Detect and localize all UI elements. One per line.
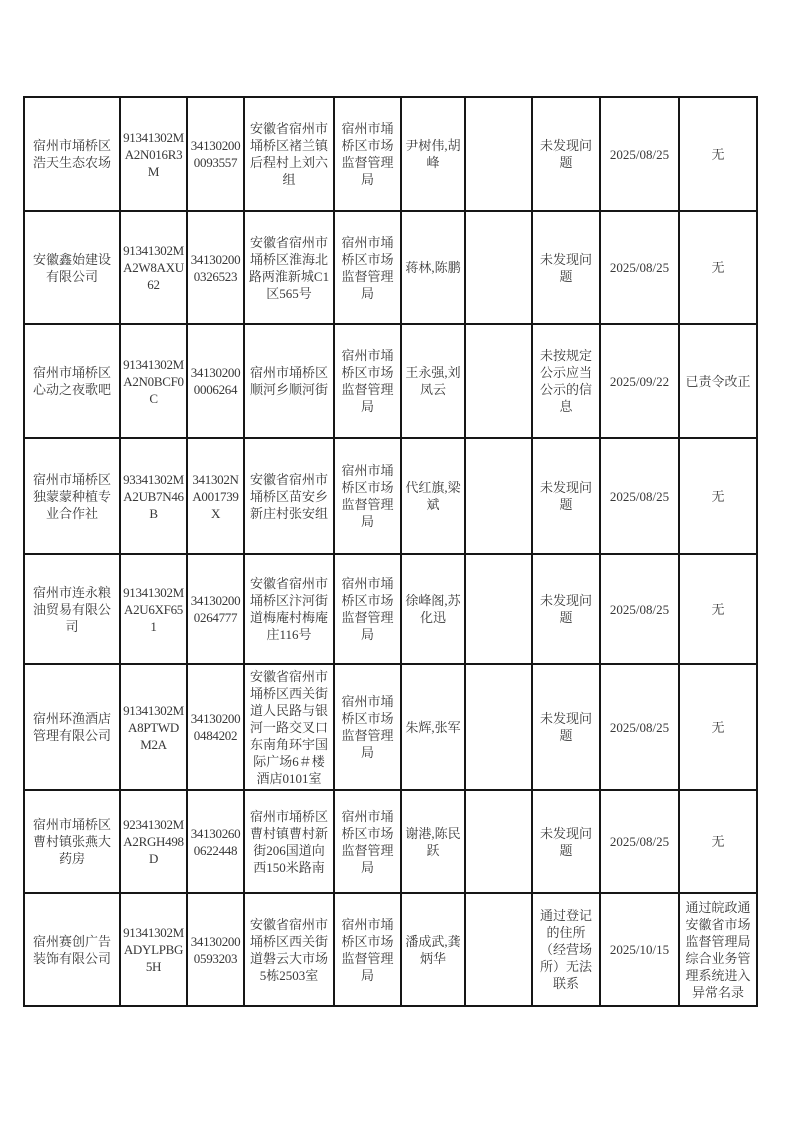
cell-inspectors: 蒋林,陈鹏	[401, 211, 465, 324]
cell-address: 宿州市埇桥区曹村镇曹村新街206国道向西150米路南	[244, 790, 334, 893]
cell-registration-no: 341302000326523	[187, 211, 244, 324]
cell-measures: 无	[679, 790, 757, 893]
cell-result: 未发现问题	[532, 554, 600, 664]
cell-regulator: 宿州市埇桥区市场监督管理局	[334, 554, 401, 664]
cell-credit-code: 91341302MA2N016R3M	[120, 97, 187, 211]
cell-blank	[465, 554, 532, 664]
cell-date: 2025/08/25	[600, 554, 679, 664]
cell-result: 未发现问题	[532, 664, 600, 790]
cell-inspectors: 朱辉,张军	[401, 664, 465, 790]
cell-address: 安徽省宿州市埇桥区淮海北路两淮新城C1区565号	[244, 211, 334, 324]
table-row	[24, 554, 757, 664]
cell-registration-no: 341302000093557	[187, 97, 244, 211]
cell-blank	[465, 664, 532, 790]
cell-regulator: 宿州市埇桥区市场监督管理局	[334, 664, 401, 790]
inspection-results-table	[23, 96, 758, 1007]
cell-credit-code: 92341302MA2RGH498D	[120, 790, 187, 893]
cell-date: 2025/08/25	[600, 97, 679, 211]
table-row	[24, 211, 757, 324]
cell-measures: 已责令改正	[679, 324, 757, 438]
cell-registration-no: 341302NA001739X	[187, 438, 244, 554]
cell-result: 未发现问题	[532, 790, 600, 893]
cell-blank	[465, 438, 532, 554]
cell-measures: 无	[679, 211, 757, 324]
cell-date: 2025/10/15	[600, 893, 679, 1006]
cell-address: 安徽省宿州市埇桥区苗安乡新庄村张安组	[244, 438, 334, 554]
table-row	[24, 438, 757, 554]
cell-result: 未发现问题	[532, 211, 600, 324]
cell-regulator: 宿州市埇桥区市场监督管理局	[334, 438, 401, 554]
cell-blank	[465, 211, 532, 324]
cell-company-name: 宿州市埇桥区曹村镇张燕大药房	[24, 790, 120, 893]
cell-company-name: 宿州赛创广告装饰有限公司	[24, 893, 120, 1006]
cell-blank	[465, 97, 532, 211]
cell-blank	[465, 324, 532, 438]
table-row	[24, 893, 757, 1006]
cell-blank	[465, 790, 532, 893]
cell-regulator: 宿州市埇桥区市场监督管理局	[334, 97, 401, 211]
cell-regulator: 宿州市埇桥区市场监督管理局	[334, 324, 401, 438]
cell-registration-no: 341302000593203	[187, 893, 244, 1006]
cell-credit-code: 91341302MA2W8AXU62	[120, 211, 187, 324]
cell-date: 2025/08/25	[600, 790, 679, 893]
cell-credit-code: 91341302MA2N0BCF0C	[120, 324, 187, 438]
cell-registration-no: 341302000006264	[187, 324, 244, 438]
cell-inspectors: 谢港,陈民跃	[401, 790, 465, 893]
cell-regulator: 宿州市埇桥区市场监督管理局	[334, 893, 401, 1006]
cell-regulator: 宿州市埇桥区市场监督管理局	[334, 790, 401, 893]
cell-inspectors: 尹树伟,胡峰	[401, 97, 465, 211]
cell-credit-code: 91341302MADYLPBG5H	[120, 893, 187, 1006]
cell-date: 2025/08/25	[600, 438, 679, 554]
cell-company-name: 宿州环渔酒店管理有限公司	[24, 664, 120, 790]
cell-address: 安徽省宿州市埇桥区西关街道磐云大市场5栋2503室	[244, 893, 334, 1006]
cell-measures: 无	[679, 97, 757, 211]
cell-address: 安徽省宿州市埇桥区西关街道人民路与银河一路交叉口东南角环宇国际广场6＃楼酒店0101室	[244, 664, 334, 790]
cell-inspectors: 王永强,刘凤云	[401, 324, 465, 438]
cell-inspectors: 代红旗,梁斌	[401, 438, 465, 554]
cell-registration-no: 341302000264777	[187, 554, 244, 664]
cell-inspectors: 徐峰阁,苏化迅	[401, 554, 465, 664]
cell-measures: 无	[679, 664, 757, 790]
cell-company-name: 宿州市埇桥区心动之夜歌吧	[24, 324, 120, 438]
cell-date: 2025/09/22	[600, 324, 679, 438]
cell-inspectors: 潘成武,龚炳华	[401, 893, 465, 1006]
cell-measures: 无	[679, 438, 757, 554]
cell-address: 宿州市埇桥区顺河乡顺河街	[244, 324, 334, 438]
cell-registration-no: 341302000484202	[187, 664, 244, 790]
cell-result: 未按规定公示应当公示的信息	[532, 324, 600, 438]
table-row	[24, 97, 757, 211]
cell-company-name: 宿州市埇桥区浩天生态农场	[24, 97, 120, 211]
table-row	[24, 324, 757, 438]
cell-measures: 通过皖政通安徽省市场监督管理局综合业务管理系统进入异常名录	[679, 893, 757, 1006]
cell-result: 未发现问题	[532, 97, 600, 211]
cell-result: 通过登记的住所（经营场所）无法联系	[532, 893, 600, 1006]
cell-address: 安徽省宿州市埇桥区褚兰镇后程村上刘六组	[244, 97, 334, 211]
cell-credit-code: 91341302MA2U6XF651	[120, 554, 187, 664]
cell-measures: 无	[679, 554, 757, 664]
cell-registration-no: 341302600622448	[187, 790, 244, 893]
cell-company-name: 安徽鑫始建设有限公司	[24, 211, 120, 324]
table-row	[24, 790, 757, 893]
cell-company-name: 宿州市连永粮油贸易有限公司	[24, 554, 120, 664]
cell-result: 未发现问题	[532, 438, 600, 554]
cell-regulator: 宿州市埇桥区市场监督管理局	[334, 211, 401, 324]
cell-credit-code: 91341302MA8PTWDM2A	[120, 664, 187, 790]
table-row	[24, 664, 757, 790]
cell-company-name: 宿州市埇桥区独蒙蒙种植专业合作社	[24, 438, 120, 554]
cell-address: 安徽省宿州市埇桥区汴河街道梅庵村梅庵庄116号	[244, 554, 334, 664]
cell-credit-code: 93341302MA2UB7N46B	[120, 438, 187, 554]
cell-date: 2025/08/25	[600, 211, 679, 324]
cell-blank	[465, 893, 532, 1006]
cell-date: 2025/08/25	[600, 664, 679, 790]
